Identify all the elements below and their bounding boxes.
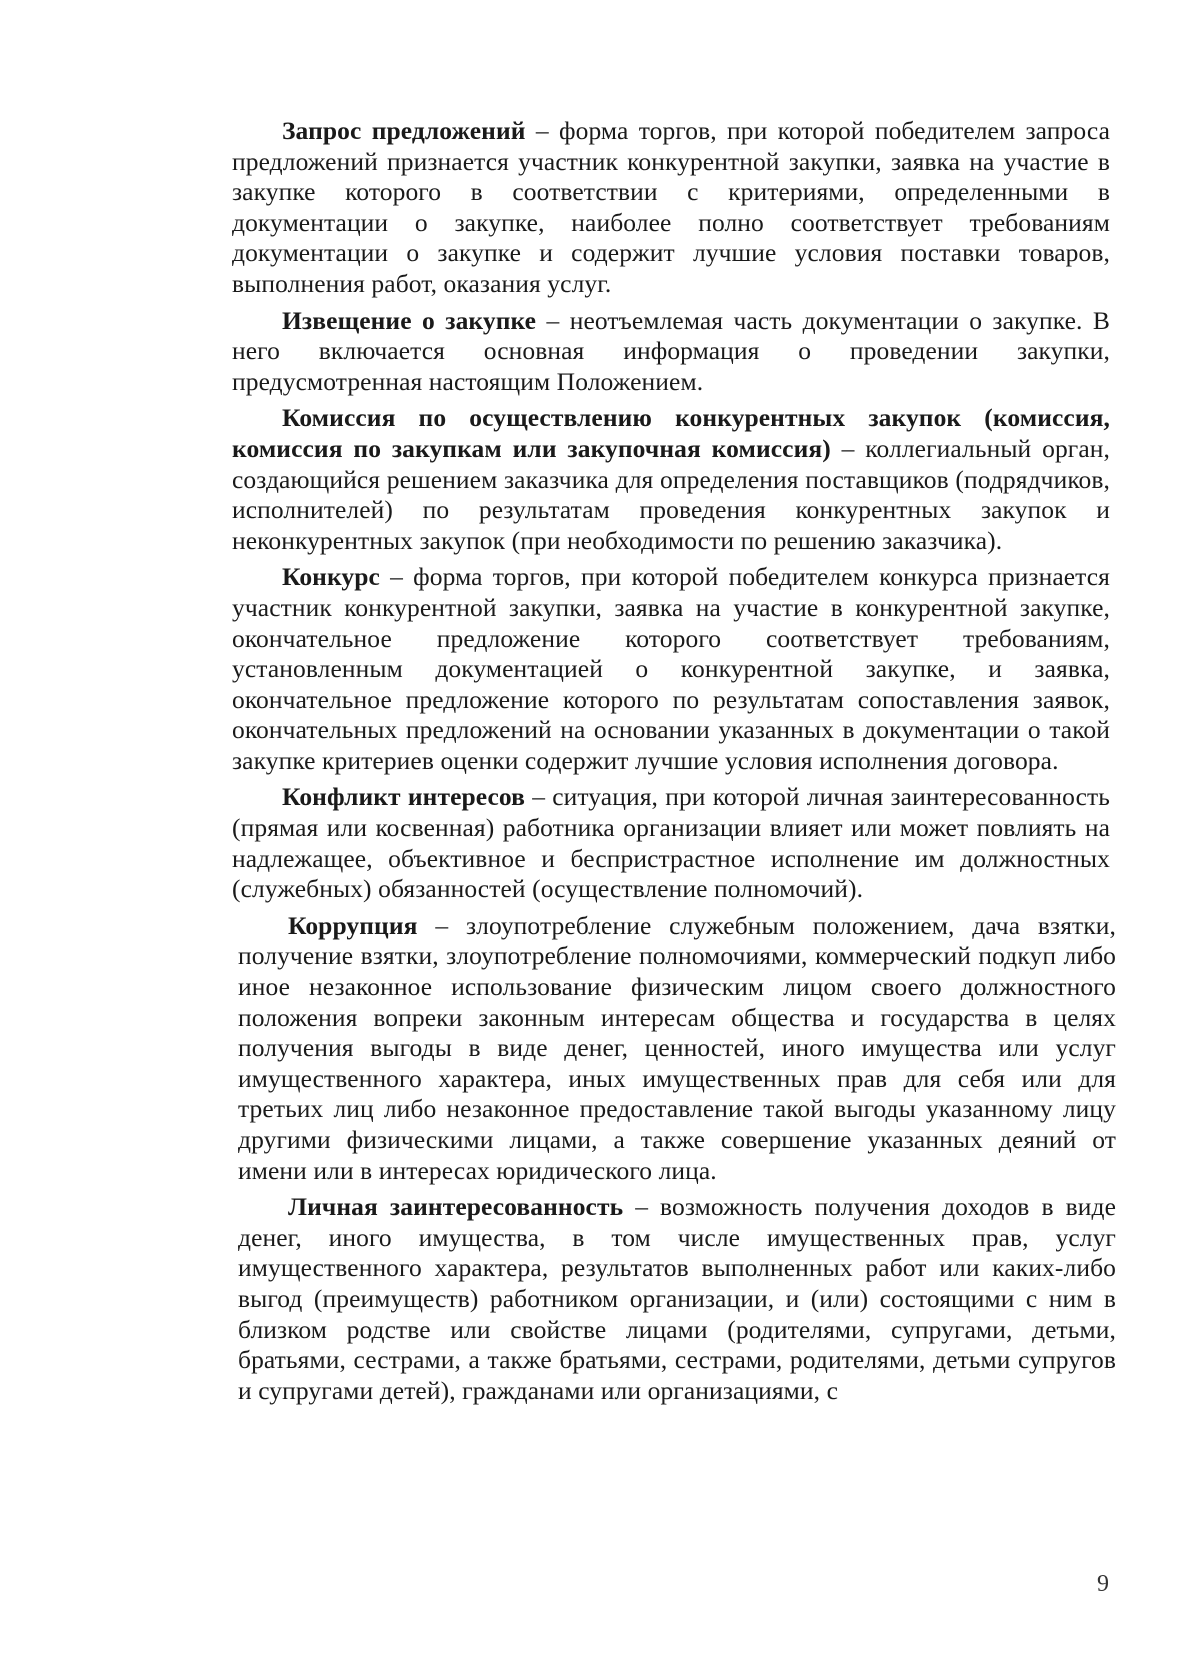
definition-text: – ситуация, при которой личная заинтересованность (прямая или косвенная) работника организации влияет или может повлиять на надлежащее, объективное и беспристрастное исполнение им должностных (служебных) обязанностей (осуществление полномочий). [232,782,1110,904]
definition-term: Комиссия по осуществлению конкурентных закупок (комиссия, комиссия по закупкам или закупочная комиссия) [232,403,1110,463]
definition-paragraph-procurement-commission [232,403,1110,556]
definition-text: – неотъемлемая часть документации о закупке. В него включается основная информация о проведении закупки, предусмотренная настоящим Положением. [232,305,1110,396]
definition-term: Личная заинтересованность [288,1192,624,1222]
definition-paragraph-conflict-of-interest [232,782,1110,904]
definition-text: – форма торгов, при которой победителем конкурса признается участник конкурентной закупки, заявка на участие в конкурентной закупке, окончательное предложение которого соответствует требованиям, установленным документацией о конкурентной закупке, и заявка, окончательное предложение которого по результатам сопоставления заявок, окончательных предложений на основании указанных в документации о такой закупке критериев оценки содержит лучшие условия исполнения договора. [232,562,1110,775]
definition-paragraph-request-for-proposals [232,116,1110,300]
definition-term: Извещение о закупке [282,305,537,335]
definition-text: – злоупотребление служебным положением, дача взятки, получение взятки, злоупотребление полномочиями, коммерческий подкуп либо иное незаконное использование физическим лицом своего должностного положения вопреки законным интересам общества и государства в целях получения выгоды в виде денег, ценностей, иного имущества или услуг имущественного характера, иных имущественных прав для себя или для третьих лиц либо незаконное предоставление такой выгоды указанному лицу другими физическими лицами, а также совершение указанных деяний от имени или в интересах юридического лица. [238,910,1116,1185]
definition-term: Конфликт интересов [282,782,526,812]
definition-text: – коллегиальный орган, создающийся решением заказчика для определения поставщиков (подрядчиков, исполнителей) по результатам проведения конкурентных закупок и неконкурентных закупок (при необходимости по решению заказчика). [232,433,1110,555]
definition-text: – форма торгов, при которой победителем запроса предложений признается участник конкурентной закупки, заявка на участие в закупке которого в соответствии с критериями, определенными в документации о закупке, наиболее полно соответствует требованиям документации о закупке и содержит лучшие условия поставки товаров, выполнения работ, оказания услуг. [232,116,1110,298]
definition-paragraph-personal-interest [238,1192,1116,1406]
definition-paragraph-procurement-notice [232,306,1110,398]
definition-text: – возможность получения доходов в виде денег, иного имущества, в том числе имущественных прав, услуг имущественного характера, результатов выполненных работ или каких-либо выгод (преимуществ) работником организации, и (или) состоящими с ним в близком родстве или свойстве лицами (родителями, супругами, детьми, братьями, сестрами, а также братьями, сестрами, родителями, детьми супругов и супругами детей), гражданами или организациями, с [238,1192,1116,1405]
definition-term: Запрос предложений [282,116,526,145]
definition-paragraph-tender [232,562,1110,776]
definition-term: Коррупция [288,910,418,940]
page-number: 9 [1097,1571,1109,1597]
definition-term: Конкурс [282,562,380,592]
definition-paragraph-corruption [238,911,1116,1186]
document-page [232,116,1116,1412]
